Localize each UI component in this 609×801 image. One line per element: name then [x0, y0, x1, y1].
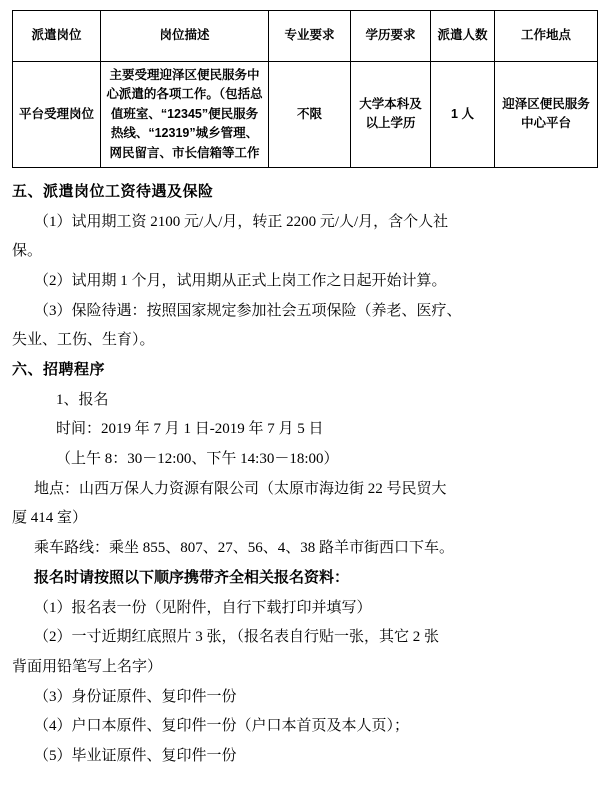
paragraph-line: 厦 414 室） — [12, 510, 88, 527]
document-body — [12, 178, 597, 772]
cell-description: 主要受理迎泽区便民服务中心派遣的各项工作。（包括总值班室、“12345”便民服务热线、“12319”城乡管理、网民留言、市长信箱等工作 — [101, 62, 269, 168]
paragraph-line: （3）保险待遇：按照国家规定参加社会五项保险（养老、医疗、 — [34, 302, 462, 319]
paragraph-line: （5）毕业证原件、复印件一份 — [34, 747, 237, 764]
paragraph-line: 时间：2019 年 7 月 1 日-2019 年 7 月 5 日 — [56, 421, 324, 438]
column-header-location: 工作地点 — [495, 11, 598, 62]
paragraph-line: 乘车路线：乘坐 855、807、27、56、4、38 路羊市街西口下车。 — [34, 540, 455, 557]
paragraph-line: （4）户口本原件、复印件一份（户口本首页及本人页）； — [34, 718, 410, 735]
table-header-row — [13, 11, 598, 62]
cell-post: 平台受理岗位 — [13, 62, 101, 168]
paragraph-line: （上午 8：30－12:00、下午 14:30－18:00） — [56, 451, 339, 468]
column-header-post: 派遣岗位 — [13, 11, 101, 62]
paragraph-line: （1）报名表一份（见附件，自行下载打印并填写） — [34, 599, 372, 616]
section-heading: 六、招聘程序 — [12, 362, 106, 378]
paragraph-line: 背面用铅笔写上名字） — [12, 658, 163, 675]
paragraph-line: （2）一寸近期红底照片 3 张，（报名表自行贴一张，其它 2 张 — [34, 629, 440, 646]
section-heading: 五、派遣岗位工资待遇及保险 — [12, 183, 214, 200]
paragraph-line: （3）身份证原件、复印件一份 — [34, 688, 237, 705]
job-table — [12, 10, 598, 168]
cell-count: 1 人 — [431, 62, 495, 168]
table-row — [13, 62, 598, 168]
paragraph-line: 地点：山西万保人力资源有限公司（太原市海边街 22 号民贸大 — [34, 480, 447, 497]
column-header-count: 派遣人数 — [431, 11, 495, 62]
column-header-education: 学历要求 — [351, 11, 431, 62]
column-header-description: 岗位描述 — [101, 11, 269, 62]
paragraph-line: （1）试用期工资 2100 元/人/月，转正 2200 元/人/月，含个人社 — [34, 213, 449, 230]
cell-education: 大学本科及以上学历 — [351, 62, 431, 168]
paragraph-line: 失业、工伤、生育）。 — [12, 332, 155, 349]
paragraph-line: 报名时请按照以下顺序携带齐全相关报名资料： — [34, 569, 350, 586]
paragraph-line: （2）试用期 1 个月，试用期从正式上岗工作之日起开始计算。 — [34, 272, 447, 289]
paragraph-line: 1、报名 — [56, 391, 109, 408]
column-header-major: 专业要求 — [269, 11, 351, 62]
cell-major: 不限 — [269, 62, 351, 168]
paragraph-line: 保。 — [12, 243, 43, 260]
cell-location: 迎泽区便民服务中心平台 — [495, 62, 598, 168]
